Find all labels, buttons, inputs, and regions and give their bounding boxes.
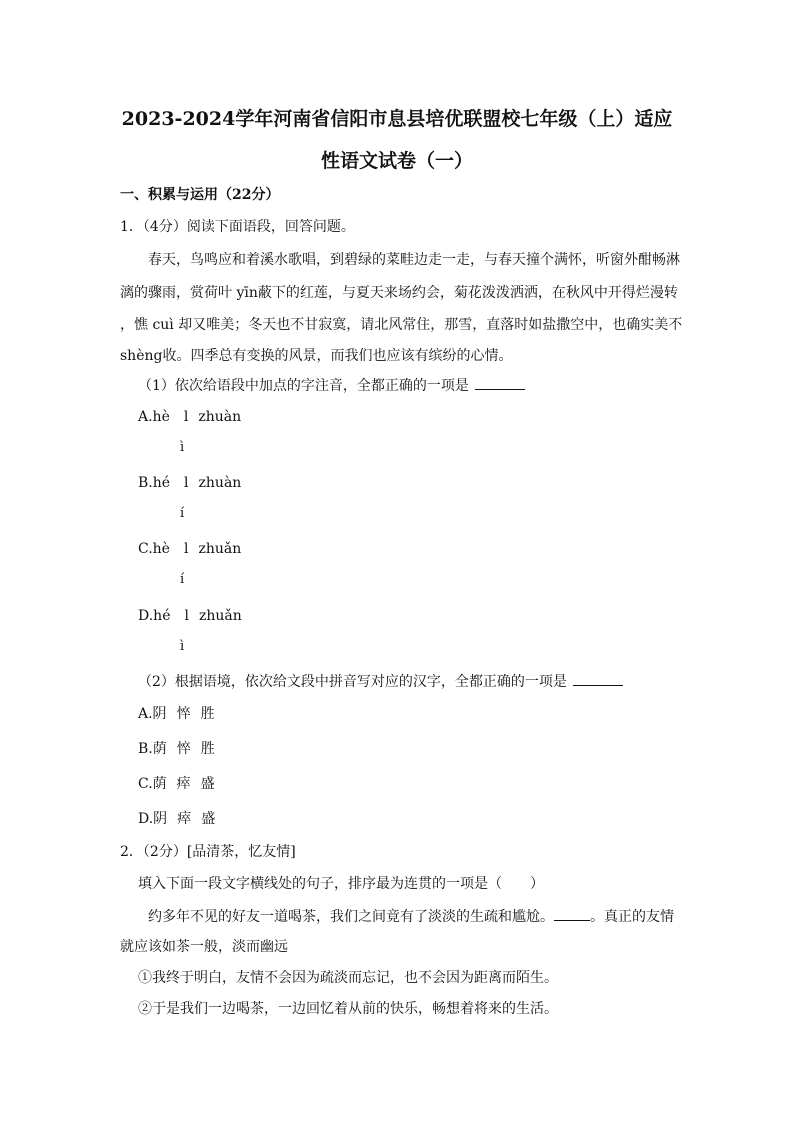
- option-c-tone: í: [180, 572, 185, 587]
- answer-blank[interactable]: [573, 671, 623, 686]
- exam-title-line2: 性语文试卷（一）: [320, 150, 473, 172]
- subquestion-2-text: （2）根据语境，依次给文段中拼音写对应的汉字，全都正确的一项是: [138, 674, 567, 690]
- section-heading: 一、积累与运用（22分）: [120, 187, 280, 203]
- subquestion-2-stem: [138, 671, 623, 692]
- q2-sentence-2: ②于是我们一边喝茶，一边回忆着从前的快乐，畅想着将来的生活。: [138, 1001, 558, 1017]
- q2-passage-line-2: 就应该如茶一般，淡而幽远: [120, 939, 288, 955]
- option-2b-label: B.荫: [138, 741, 167, 757]
- option-2d-b: 瘁: [177, 811, 192, 827]
- option-a-mid: l: [183, 409, 189, 425]
- option-2a-c: 胜: [200, 706, 215, 722]
- option-2c[interactable]: [138, 774, 215, 794]
- q2-passage-line-1: [148, 906, 674, 927]
- option-2c-c: 盛: [200, 776, 215, 792]
- option-2b-c: 胜: [200, 741, 215, 757]
- option-2d[interactable]: [138, 809, 215, 829]
- fill-blank[interactable]: [554, 906, 590, 921]
- option-d-end: zhuǎn: [198, 608, 242, 624]
- option-2d-label: D.阴: [138, 811, 168, 827]
- option-c-mid: l: [183, 541, 189, 557]
- option-2a-label: A.阴: [138, 706, 167, 722]
- option-2d-c: 盛: [201, 811, 216, 827]
- option-d[interactable]: [138, 606, 242, 626]
- option-a-tone: ì: [180, 440, 185, 455]
- option-a-end: zhuàn: [198, 409, 242, 425]
- question-2-instruction: 填入下面一段文字横线处的句子，排序最为连贯的一项是（ ）: [138, 876, 544, 892]
- q2-passage-part-a: 约多年不见的好友一道喝茶，我们之间竟有了淡淡的生疏和尴尬。: [148, 909, 554, 925]
- option-d-mid: l: [184, 608, 189, 624]
- option-2a[interactable]: [138, 704, 215, 724]
- option-b-end: zhuàn: [198, 475, 242, 491]
- option-b-label: B.hé: [138, 475, 171, 491]
- option-c[interactable]: [138, 539, 241, 559]
- option-2b-b: 悴: [176, 741, 191, 757]
- passage-line-3: ，憔 cuì 却又唯美；冬天也不甘寂寞，请北风常住，那雪，直落时如盐撒空中，也确实美不: [120, 317, 683, 333]
- option-b-mid: l: [184, 475, 189, 491]
- option-a-label: A.hè: [138, 409, 170, 425]
- exam-title-line1: 2023-2024学年河南省信阳市息县培优联盟校七年级（上）适应: [121, 108, 673, 130]
- question-1-stem: 1．（4分）阅读下面语段，回答问题。: [120, 219, 355, 235]
- option-a[interactable]: [138, 407, 241, 427]
- option-2c-label: C.荫: [138, 776, 167, 792]
- subquestion-1-stem: [138, 375, 525, 396]
- option-2b[interactable]: [138, 739, 215, 759]
- q2-sentence-1: ①我终于明白，友情不会因为疏淡而忘记，也不会因为距离而陌生。: [138, 970, 558, 986]
- option-d-label: D.hé: [138, 608, 171, 624]
- answer-blank[interactable]: [475, 375, 525, 390]
- option-c-end: zhuǎn: [198, 541, 242, 557]
- passage-line-4: shèng收。四季总有变换的风景，而我们也应该有缤纷的心情。: [120, 348, 513, 364]
- option-d-tone: ì: [180, 639, 185, 654]
- option-c-label: C.hè: [138, 541, 170, 557]
- passage-line-2: 漓的骤雨，赏荷叶 yīn蔽下的红莲，与夏天来场约会，菊花泼泼洒洒，在秋风中开得烂漫转: [120, 285, 678, 301]
- passage-line-1: 春天，鸟鸣应和着溪水歌唱，到碧绿的菜畦边走一走，与春天撞个满怀，听窗外酣畅淋: [148, 252, 680, 268]
- option-b-tone: í: [180, 506, 185, 521]
- q2-passage-part-b: 。真正的友情: [590, 909, 674, 925]
- option-b[interactable]: [138, 473, 241, 493]
- question-2-stem: 2．（2分）[品清茶，忆友情]: [120, 844, 296, 860]
- option-2a-b: 悴: [176, 706, 191, 722]
- option-2c-b: 瘁: [176, 776, 191, 792]
- subquestion-1-text: （1）依次给语段中加点的字注音，全都正确的一项是: [138, 378, 469, 394]
